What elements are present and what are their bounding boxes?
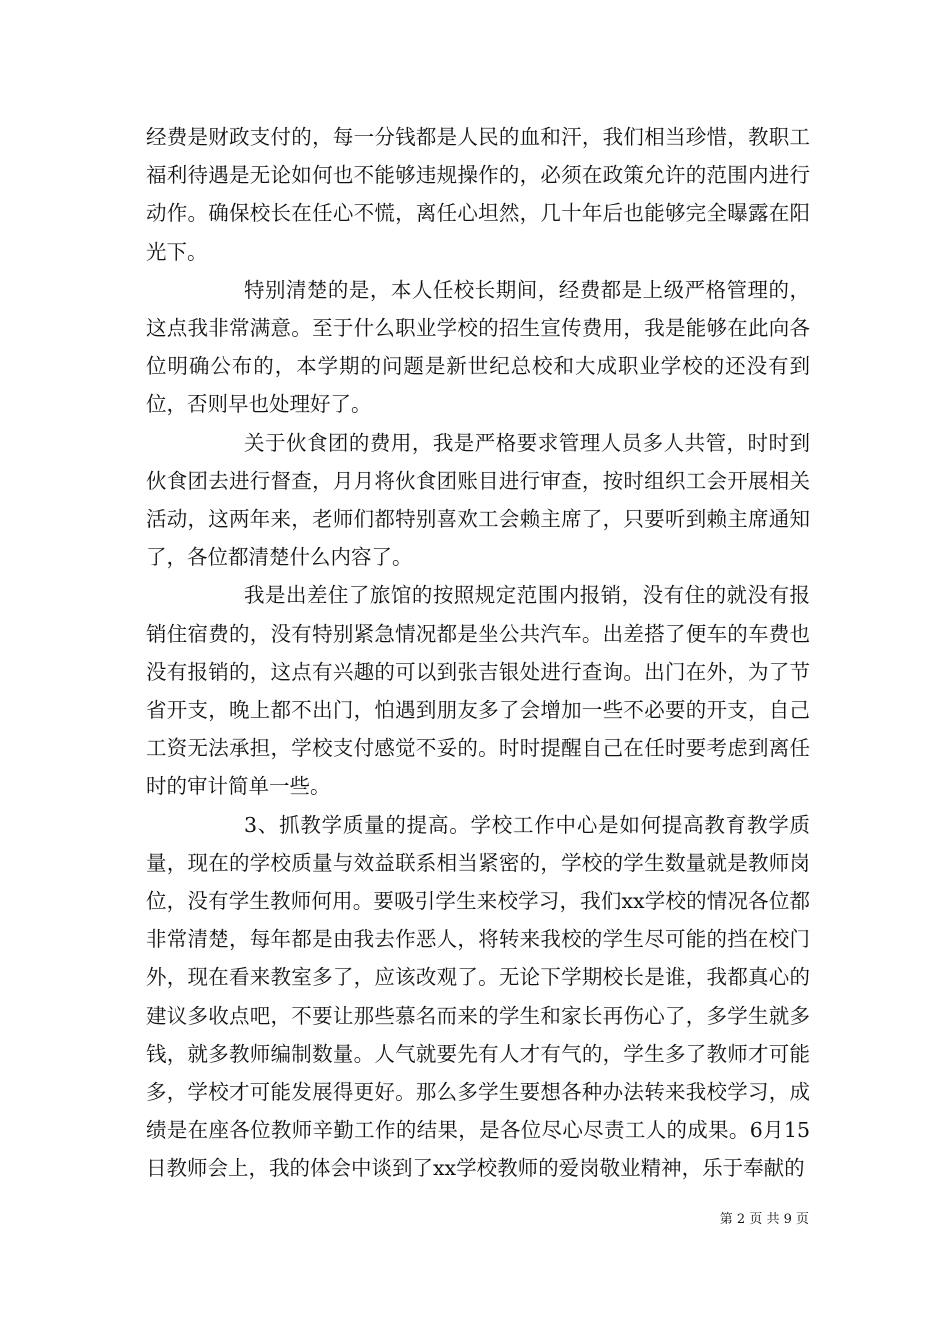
paragraph-4: 我是出差住了旅馆的按照规定范围内报销，没有住的就没有报销住宿费的，没有特别紧急情况都是坐公共汽车。出差搭了便车的车费也没有报销的，这点有兴趣的可以到张吉银处进行查询。出门在外，为了节省开支，晚上都不出门，怕遇到朋友多了会增加一些不必要的开支，自己工资无法承担，学校支付感觉不妥的。时时提醒自己在任时要考虑到离任时的审计简单一些。: [146, 583, 810, 799]
paragraph-3: 关于伙食团的费用，我是严格要求管理人员多人共管，时时到伙食团去进行督查，月月将伙食团账目进行审查，按时组织工会开展相关活动，这两年来，老师们都特别喜欢工会赖主席了，只要听到赖主席通知了，各位都清楚什么内容了。: [146, 430, 810, 570]
paragraph-5: 3、抓教学质量的提高。学校工作中心是如何提高教育教学质量，现在的学校质量与效益联系相当紧密的，学校的学生数量就是教师岗位，没有学生教师何用。要吸引学生来校学习，我们xx学校的情况各位都非常清楚，每年都是由我去作恶人，将转来我校的学生尽可能的挡在校门外，现在看来教室多了，应该改观了。无论下学期校长是谁，我都真心的建议多收点吧，不要让那些慕名而来的学生和家长再伤心了，多学生就多钱，就多教师编制数量。人气就要先有人才有气的，学生多了教师才可能多，学校才可能发展得更好。那么多学生要想各种办法转来我校学习，成绩是在座各位教师辛勤工作的结果，是各位尽心尽责工人的成果。6月15日教师会上，我的体会中谈到了xx学校教师的爱岗敬业精神，乐于奉献的: [146, 812, 810, 1181]
paragraph-2: 特别清楚的是，本人任校长期间，经费都是上级严格管理的，这点我非常满意。至于什么职业学校的招生宣传费用，我是能够在此向各位明确公布的，本学期的问题是新世纪总校和大成职业学校的还没有到位，否则早也处理好了。: [146, 277, 810, 417]
paragraph-1: 经费是财政支付的，每一分钱都是人民的血和汗，我们相当珍惜，教职工福利待遇是无论如何也不能够违规操作的，必须在政策允许的范围内进行动作。确保校长在任心不慌，离任心坦然，几十年后也能够完全曝露在阳光下。: [146, 125, 810, 264]
page-number-footer: 第 2 页 共 9 页: [719, 1212, 809, 1227]
document-body: [146, 118, 810, 1188]
